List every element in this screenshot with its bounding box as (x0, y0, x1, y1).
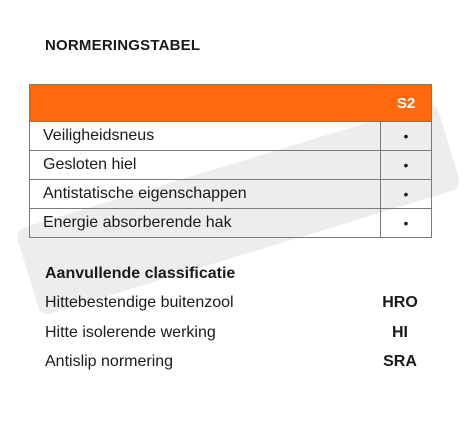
extra-item-code: HI (392, 324, 408, 341)
row-mark: • (381, 151, 432, 180)
norm-table (29, 84, 432, 238)
row-label: Antistatische eigenschappen (30, 180, 381, 209)
row-label: Veiligheidsneus (30, 122, 381, 151)
header-s2-cell: S2 (381, 85, 432, 122)
table-header-row (30, 85, 432, 122)
row-mark: • (381, 180, 432, 209)
row-mark: • (381, 122, 432, 151)
extra-classification-title: Aanvullende classificatie (45, 265, 236, 282)
table-row (30, 151, 432, 180)
row-label: Energie absorberende hak (30, 209, 381, 238)
extra-item-code: SRA (383, 353, 417, 370)
header-label-cell (30, 85, 381, 122)
table-row (30, 180, 432, 209)
table-row (30, 122, 432, 151)
extra-item-code: HRO (382, 294, 418, 311)
extra-item-label: Hittebestendige buitenzool (45, 294, 234, 311)
list-item (45, 353, 430, 377)
list-item (45, 324, 430, 348)
extra-item-label: Antislip normering (45, 353, 174, 370)
list-item (45, 294, 430, 318)
page-title: NORMERINGSTABEL (45, 37, 201, 54)
row-mark: • (381, 209, 432, 238)
extra-item-label: Hitte isolerende werking (45, 324, 216, 341)
row-label: Gesloten hiel (30, 151, 381, 180)
table-row (30, 209, 432, 238)
